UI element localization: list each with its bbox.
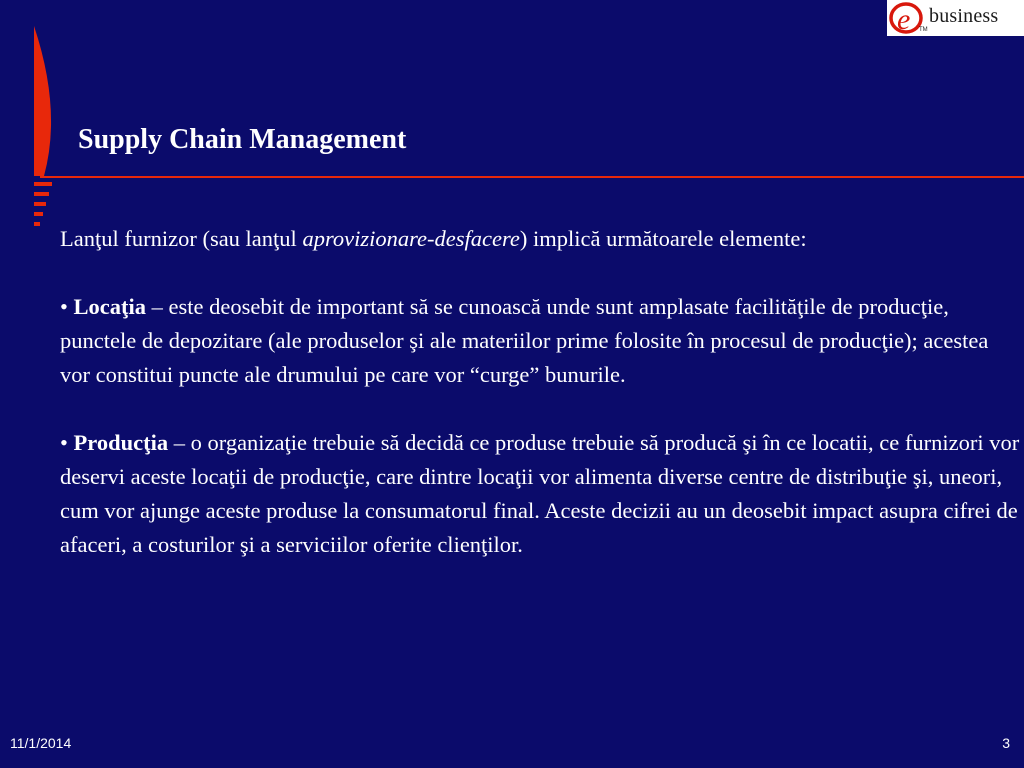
intro-text-before: Lanţul furnizor (sau lanţul (60, 226, 303, 251)
slide-body (60, 222, 1022, 562)
logo-word: business (929, 5, 999, 27)
swoosh-arc-shape (34, 26, 51, 176)
bullet-marker: • (60, 294, 68, 319)
slide-title: Supply Chain Management (78, 124, 407, 155)
intro-text-after: ) implică următoarele elemente: (519, 226, 807, 251)
bullet-term-production: Producţia (73, 430, 169, 455)
bullet-marker: • (60, 430, 68, 455)
bullet-term-location: Locaţia (73, 294, 147, 319)
footer-date: 11/1/2014 (10, 735, 72, 751)
ebusiness-logo (887, 0, 1024, 36)
swoosh-stripe (34, 182, 52, 186)
swoosh-stripe (34, 192, 49, 196)
bullet-text-production: – o organizaţie trebuie să decidă ce produse trebuie să producă şi în ce locatii, ce furnizori vor deservi aceste locaţii de producţie, care dintre locaţii vor alimenta diverse centre de distribuţie şi, uneori, cum vor ajunge aceste produse la consumatorul final. Aceste decizii au un deosebit impact asupra cifrei de afaceri, a costurilor şi a serviciilor oferite clienţilor. (60, 430, 1020, 557)
intro-paragraph (60, 222, 1022, 256)
decorative-swoosh-graphic (0, 0, 60, 240)
paragraph-spacer (60, 256, 1022, 290)
slide-number: 3 (1002, 735, 1010, 751)
logo-trademark: TM (919, 27, 928, 33)
intro-italic-term: aprovizionare-desfacere (302, 226, 520, 251)
bullet-text-location: – este deosebit de important să se cunoască unde sunt amplasate facilităţile de producţie, punctele de depozitare (ale produselor şi ale materiilor prime folosite în procesul de producţie); acestea vor constitui puncte ale drumului pe care vor “curge” bunurile. (60, 294, 989, 387)
swoosh-stripe (34, 212, 43, 216)
paragraph-spacer (60, 392, 1022, 426)
title-divider (40, 176, 1024, 178)
swoosh-stripe (34, 222, 40, 226)
bullet-location (60, 290, 1022, 392)
swoosh-stripe (34, 202, 46, 206)
svg-text:e: e (897, 3, 911, 36)
bullet-production (60, 426, 1022, 562)
